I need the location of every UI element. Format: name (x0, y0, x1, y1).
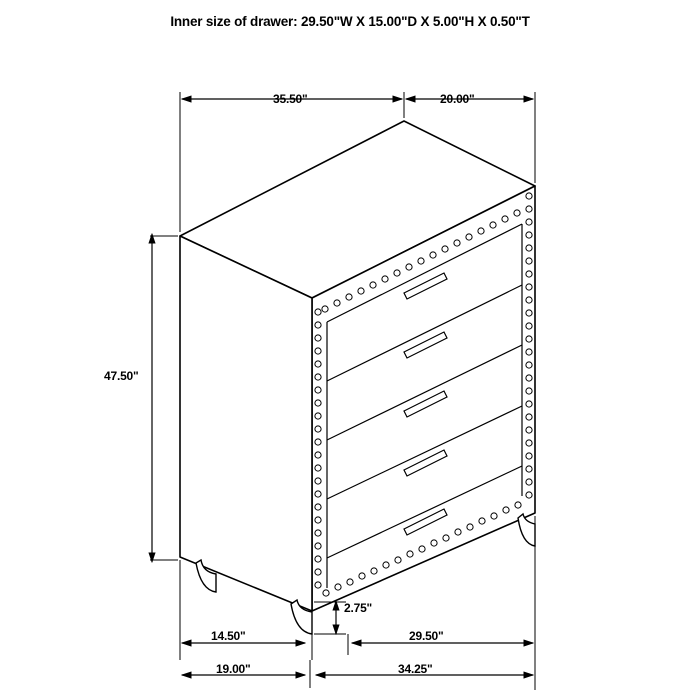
dim-base-left-depth: 14.50" (211, 629, 246, 643)
dim-overall-height: 47.50" (104, 369, 139, 383)
page-title: Inner size of drawer: 29.50"W X 15.00"D X 5.00"H X 0.50"T (170, 14, 530, 29)
dim-leg-height: 2.75" (344, 601, 373, 615)
dim-top-width-front: 35.50" (273, 92, 308, 106)
leg-right-front (518, 514, 535, 546)
dim-bottom-right-span: 34.25" (398, 662, 433, 676)
dim-bottom-left-span: 19.00" (216, 662, 251, 676)
chest-side-face (180, 236, 312, 611)
dim-base-front-width: 29.50" (409, 629, 444, 643)
dim-top-width-side: 20.00" (440, 92, 475, 106)
